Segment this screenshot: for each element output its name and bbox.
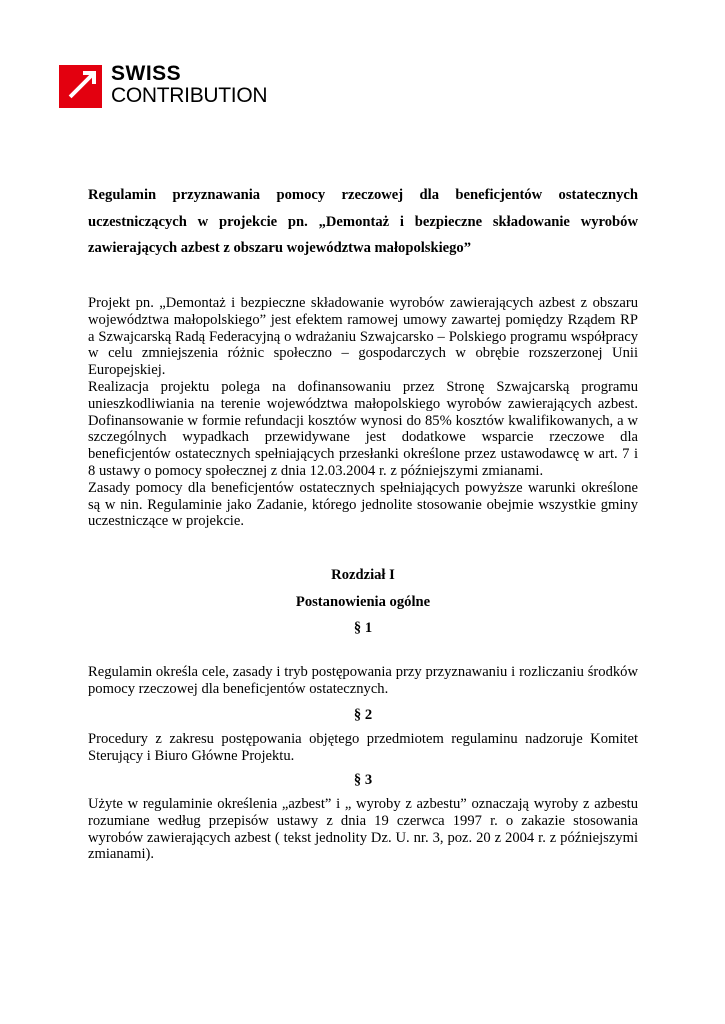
section-2-text: Procedury z zakresu postępowania objętego przedmiotem regulaminu nadzoruje Komitet Sterujący i Biuro Główne Projektu.	[88, 731, 638, 764]
title-line-3: zawierających azbest z obszaru województwa małopolskiego”	[88, 240, 472, 256]
document-title	[88, 182, 638, 262]
section-1-text: Regulamin określa cele, zasady i tryb postępowania przy przyznawaniu i rozliczaniu środków pomocy rzeczowej dla beneficjentów ostatecznych.	[88, 664, 638, 697]
chapter-name: Postanowienia ogólne	[295, 594, 431, 610]
intro-section	[88, 295, 638, 530]
section-2-mark: § 2	[353, 707, 373, 723]
section-3-mark: § 3	[353, 772, 373, 788]
logo-swiss-text: SWISS	[111, 62, 182, 85]
section-1-mark: § 1	[353, 620, 373, 636]
intro-paragraph-3: Zasady pomocy dla beneficjentów ostatecznych spełniających powyższe warunki określone są w nin. Regulaminie jako Zadanie, którego jednolite stosowanie obejmie wszystkie gminy uczestniczące w projekcie.	[88, 479, 638, 530]
intro-paragraph-1: Projekt pn. „Demontaż i bezpieczne składowanie wyrobów zawierających azbest z obszaru województwa małopolskiego” jest efektem ramowej umowy zawartej pomiędzy Rządem RP a Szwajcarską Radą Federacyjną o wdrażaniu Szwajcarsko – Polskiego programu współpracy w celu zmniejszenia różnic społeczno – gospodarczych w obrębie rozszerzonej Unii Europejskiej.	[88, 295, 638, 379]
title-line-1: Regulamin przyznawania pomocy rzeczowej dla beneficjentów ostatecznych	[88, 187, 638, 203]
chapter-number: Rozdział I	[331, 567, 395, 583]
logo-contribution-text: CONTRIBUTION	[111, 84, 268, 107]
swiss-contribution-logo	[59, 62, 268, 108]
intro-paragraph-2: Realizacja projektu polega na dofinansowaniu przez Stronę Szwajcarską programu unieszkodliwiania na terenie województwa małopolskiego wyrobów zawierających azbest. Dofinansowanie w formie refundacji kosztów wynosi do 85% kosztów kwalifikowanych, a w szczególnych wypadkach przewidywane jest dodatkowe wsparcie rzeczowe dla beneficjentów ostatecznych spełniających przesłanki określone przez ustawodawcę w art. 7 i 8 ustawy o pomocy społecznej z dnia 12.03.2004 r. z późniejszymi zmianami.	[88, 378, 638, 479]
logo-wordmark	[111, 63, 267, 107]
title-line-2: uczestniczących w projekcie pn. „Demontaż i bezpieczne składowanie wyrobów	[88, 213, 638, 230]
section-3-text: Użyte w regulaminie określenia „azbest” i „ wyroby z azbestu” oznaczają wyroby z azbestu rozumiane według przepisów ustawy z dnia 19 czerwca 1997 r. o zakazie stosowania wyrobów zawierających azbest ( tekst jednolity Dz. U. nr. 3, poz. 20 z 2004 r. z późniejszymi zmianami).	[88, 796, 638, 863]
swiss-arrow-logo-icon	[59, 65, 102, 108]
